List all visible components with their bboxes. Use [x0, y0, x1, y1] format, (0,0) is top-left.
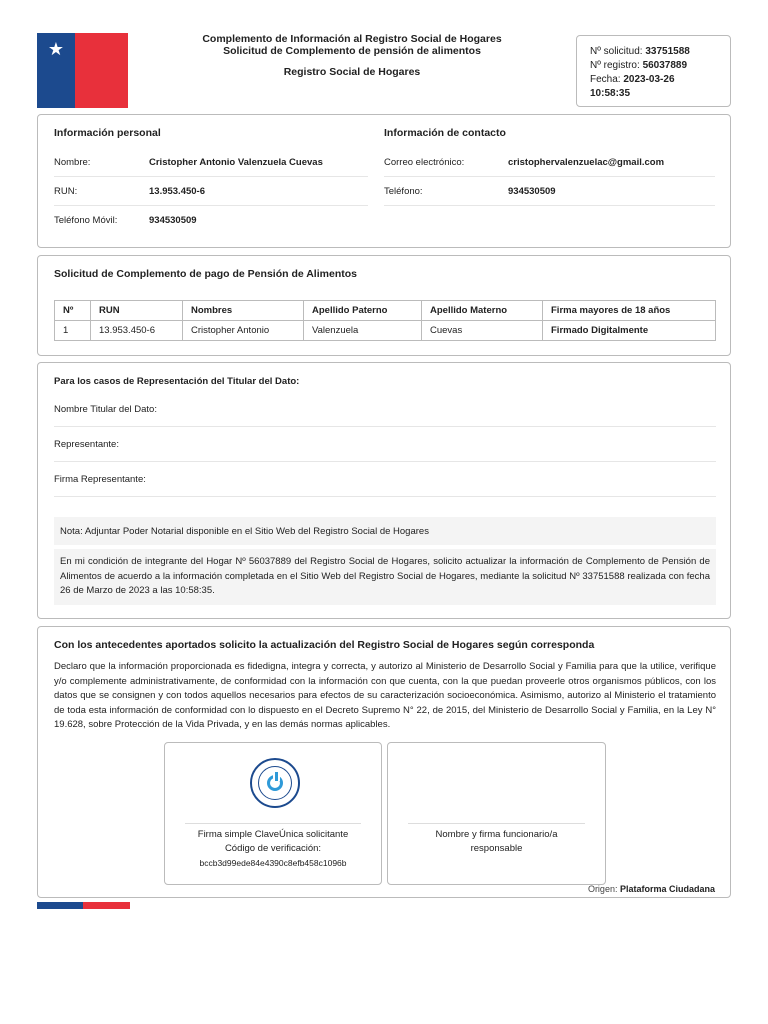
claveunica-seal-icon [250, 758, 300, 808]
official-caption [388, 828, 605, 856]
sign-left-line1: Firma simple ClaveÚnica solicitante [197, 829, 349, 840]
personal-info-title: Información personal [54, 127, 161, 139]
table-header-row [55, 301, 716, 321]
email-row [384, 148, 715, 177]
table-cell: 13.953.450-6 [91, 321, 183, 341]
table-header: Apellido Materno [422, 301, 543, 321]
pension-table [54, 300, 716, 341]
signature-caption [165, 828, 381, 870]
representation-card [37, 362, 731, 619]
notarial-note: Nota: Adjuntar Poder Notarial disponible en el Sitio Web del Registro Social de Hogares [54, 517, 716, 545]
table-header: Apellido Paterno [304, 301, 422, 321]
ministry-logo [37, 33, 128, 108]
personal-info-card [37, 114, 731, 248]
footer-red-segment [83, 902, 130, 909]
power-icon [267, 775, 283, 791]
contact-info-title: Información de contacto [384, 127, 506, 139]
nombre-row [54, 148, 368, 177]
footer-flag-bar [37, 902, 130, 909]
document-subtitle: Registro Social de Hogares [283, 66, 421, 78]
declaration-text: Declaro que la información proporcionada es fidedigna, integra y correcta, y autorizo al Ministerio de Desarrollo Social y Familia para que la utilice, verifique y/o complemente administrativamente, de conformidad con la información con que cuenta, con la que puedan proveerle otros organismos públicos, con los datos que se consignen y con todos aquellos necesarios para efectos de su caracterización socioeconómica. Asimismo, autorizo al Ministerio el tratamiento de toda esta información de conformidad con lo dispuesto en el Decreto Supremo N° 22, de 2015, del Ministerio de Desarrollo Social y Familia, en la Ley N° 19.628, sobre Protección de la Vida Privada, y en las demás normas aplicables. [54, 661, 716, 730]
fecha-row [590, 73, 717, 101]
run-row [54, 177, 368, 206]
nombre-label: Nombre: [54, 156, 91, 168]
verification-code: bccb3d99ede84e4390c8efb458c1096b [199, 858, 347, 868]
logo-red-panel [75, 33, 128, 108]
sign-left-line2: Código de verificación: [224, 843, 322, 854]
table-cell: Cuevas [422, 321, 543, 341]
email-label: Correo electrónico: [384, 156, 465, 168]
run-value: 13.953.450-6 [149, 185, 205, 197]
table-header: RUN [91, 301, 183, 321]
nombre-value: Cristopher Antonio Valenzuela Cuevas [149, 156, 323, 168]
title-line-2: Solicitud de Complemento de pensión de alimentos [223, 45, 481, 57]
table-cell: 1 [55, 321, 91, 341]
table-cell: Valenzuela [304, 321, 422, 341]
declaration-title: Con los antecedentes aportados solicito la actualización del Registro Social de Hogares según corresponda [54, 639, 595, 651]
movil-row [54, 206, 368, 235]
signature-line [185, 823, 361, 824]
pension-request-card [37, 255, 731, 356]
fecha-value: 2023-03-26 10:58:35 [590, 74, 675, 99]
representation-title: Para los casos de Representación del Titular del Dato: [54, 376, 300, 387]
fecha-label: Fecha: [590, 74, 621, 85]
phone-value: 934530509 [508, 185, 556, 197]
registro-row [590, 59, 717, 73]
official-signature-box [387, 742, 606, 885]
footer-blue-segment [37, 902, 83, 909]
titular-row [54, 392, 716, 427]
table-cell: Cristopher Antonio [183, 321, 304, 341]
registro-value: 56037889 [642, 60, 688, 71]
run-label: RUN: [54, 185, 78, 197]
seal-inner-ring [258, 766, 292, 800]
representante-label: Representante: [54, 438, 119, 450]
movil-value: 934530509 [149, 215, 197, 226]
sign-right-line1: Nombre y firma funcionario/a [435, 829, 558, 840]
title-line-1: Complemento de Información al Registro Social de Hogares [202, 33, 502, 45]
firma-representante-label: Firma Representante: [54, 473, 146, 485]
pension-title: Solicitud de Complemento de pago de Pensión de Alimentos [54, 268, 357, 280]
origin-value: Plataforma Ciudadana [619, 884, 715, 894]
star-icon: ★ [47, 39, 65, 59]
table-header: Nombres [183, 301, 304, 321]
origin-label: Origen: [587, 884, 618, 894]
declaration-card [37, 626, 731, 898]
solicitud-row [590, 45, 717, 59]
movil-label: Teléfono Móvil: [54, 215, 118, 226]
solicitud-value: 33751588 [645, 46, 690, 57]
representante-row [54, 427, 716, 462]
email-value: cristophervalenzuelac@gmail.com [508, 156, 665, 168]
request-meta-box [576, 35, 731, 107]
table-row [55, 321, 716, 341]
registro-label: Nº registro: [590, 60, 640, 71]
solicitud-label: Nº solicitud: [590, 46, 643, 57]
titular-label: Nombre Titular del Dato: [54, 403, 157, 415]
phone-label: Teléfono: [384, 185, 423, 197]
claveunica-signature-box [164, 742, 382, 885]
table-header: Nº [55, 301, 91, 321]
signature-status-cell: Firmado Digitalmente [543, 321, 716, 341]
logo-blue-panel [37, 33, 75, 108]
sign-right-line2: responsable [470, 843, 523, 854]
origin-label-row [588, 884, 715, 894]
signature-line [408, 823, 585, 824]
document-title [160, 33, 544, 57]
update-statement: En mi condición de integrante del Hogar Nº 56037889 del Registro Social de Hogares, solicito actualizar la información de Complemento de Pensión de Alimentos de acuerdo a la información completada en el Sitio Web del Registro Social de Hogares, mediante la solicitud Nº 33751588 realizada con fecha 26 de Marzo de 2023 a las 10:58:35. [54, 549, 716, 605]
phone-row [384, 177, 715, 206]
table-header: Firma mayores de 18 años [543, 301, 716, 321]
firma-representante-row [54, 462, 716, 497]
